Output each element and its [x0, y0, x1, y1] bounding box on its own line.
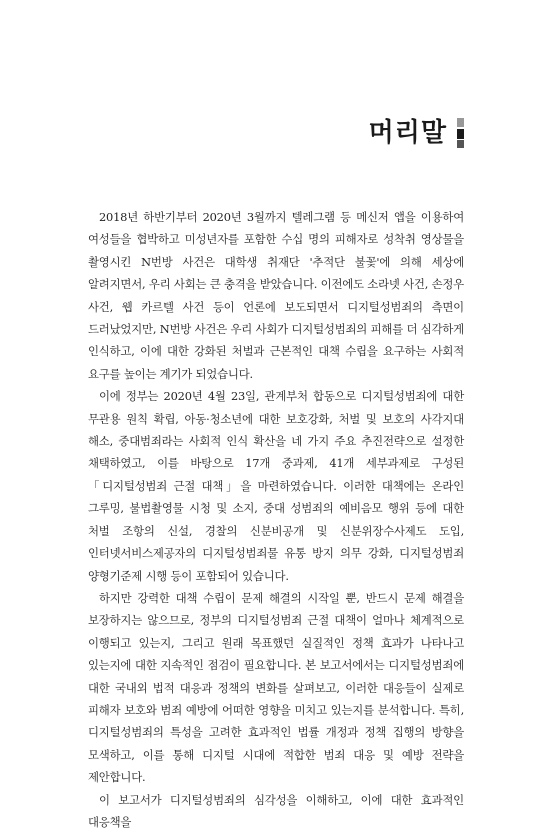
paragraph: 이에 정부는 2020년 4월 23일, 관계부처 합동으로 디지털성범죄에 대한 무관용 원칙 확립, 아동·청소년에 대한 보호강화, 처벌 및 보호의 사각지대 해소, 중대범죄라는 사회적 인식 확산을 네 가지 주요 추진전략으로 설정한 채택하였고, 이를 바탕으로 17개 중과제, 41개 세부과제로 구성된「디지털성범죄 근절 대책」을 마련하였습니다. 이러한 대책에는 온라인 그루밍, 불법촬영물 시청 및 소지, 중대 성범죄의 예비음모 행위 등에 대한 처벌 조항의 신설, 경찰의 신분비공개 및 신분위장수사제도 도입, 인터넷서비스제공자의 디지털성범죄물 유통 방지 의무 강화, 디지털성범죄 양형기준제 시행 등이 포함되어 있습니다.	[88, 389, 464, 583]
decoration-bar-middle	[457, 129, 464, 139]
paragraph: 이 보고서가 디지털성범죄의 심각성을 이해하고, 이에 대한 효과적인 대응책을	[88, 792, 464, 829]
paragraph: 2018년 하반기부터 2020년 3월까지 텔레그램 등 메신저 앱을 이용하여 여성들을 협박하고 미성년자를 포함한 수십 명의 피해자로 성착취 영상물을 촬영시킨 N번방 사건은 대학생 취재단 '추적단 불꽃'에 의해 세상에 알려지면서, 우리 사회는 큰 충격을 받았습니다. 이전에도 소라넷 사건, 손정우 사건, 웹 카르텔 사건 등이 언론에 보도되면서 디지털성범죄의 측면이 드러났었지만, N번방 사건은 우리 사회가 디지털성범죄의 피해를 더 심각하게 인식하고, 이에 대한 강화된 처벌과 근본적인 대책 수립을 요구하는 사회적 요구를 높이는 계기가 되었습니다.	[88, 210, 464, 381]
page-header	[369, 118, 464, 148]
decoration-bar-top	[457, 118, 464, 127]
body-text	[88, 206, 464, 833]
title-decoration-bars	[457, 118, 464, 148]
page-title: 머리말	[368, 118, 447, 148]
paragraph: 하지만 강력한 대책 수립이 문제 해결의 시작일 뿐, 반드시 문제 해결을 보장하지는 않으므로, 정부의 디지털성범죄 근절 대책이 얼마나 체계적으로 이행되고 있는지, 그리고 원래 목표했던 실질적인 정책 효과가 나타나고 있는지에 대한 지속적인 점검이 필요합니다. 본 보고서에서는 디지털성범죄에 대한 국내외 법적 대응과 정책의 변화를 살펴보고, 이러한 대응들이 실제로 피해자 보호와 범죄 예방에 어떠한 영향을 미치고 있는지를 분석합니다. 특히, 디지털성범죄의 특성을 고려한 효과적인 법률 개정과 정책 집행의 방향을 모색하고, 이를 통해 디지털 시대에 적합한 범죄 대응 및 예방 전략을 제안합니다.	[88, 590, 464, 785]
decoration-bar-bottom	[457, 140, 464, 148]
